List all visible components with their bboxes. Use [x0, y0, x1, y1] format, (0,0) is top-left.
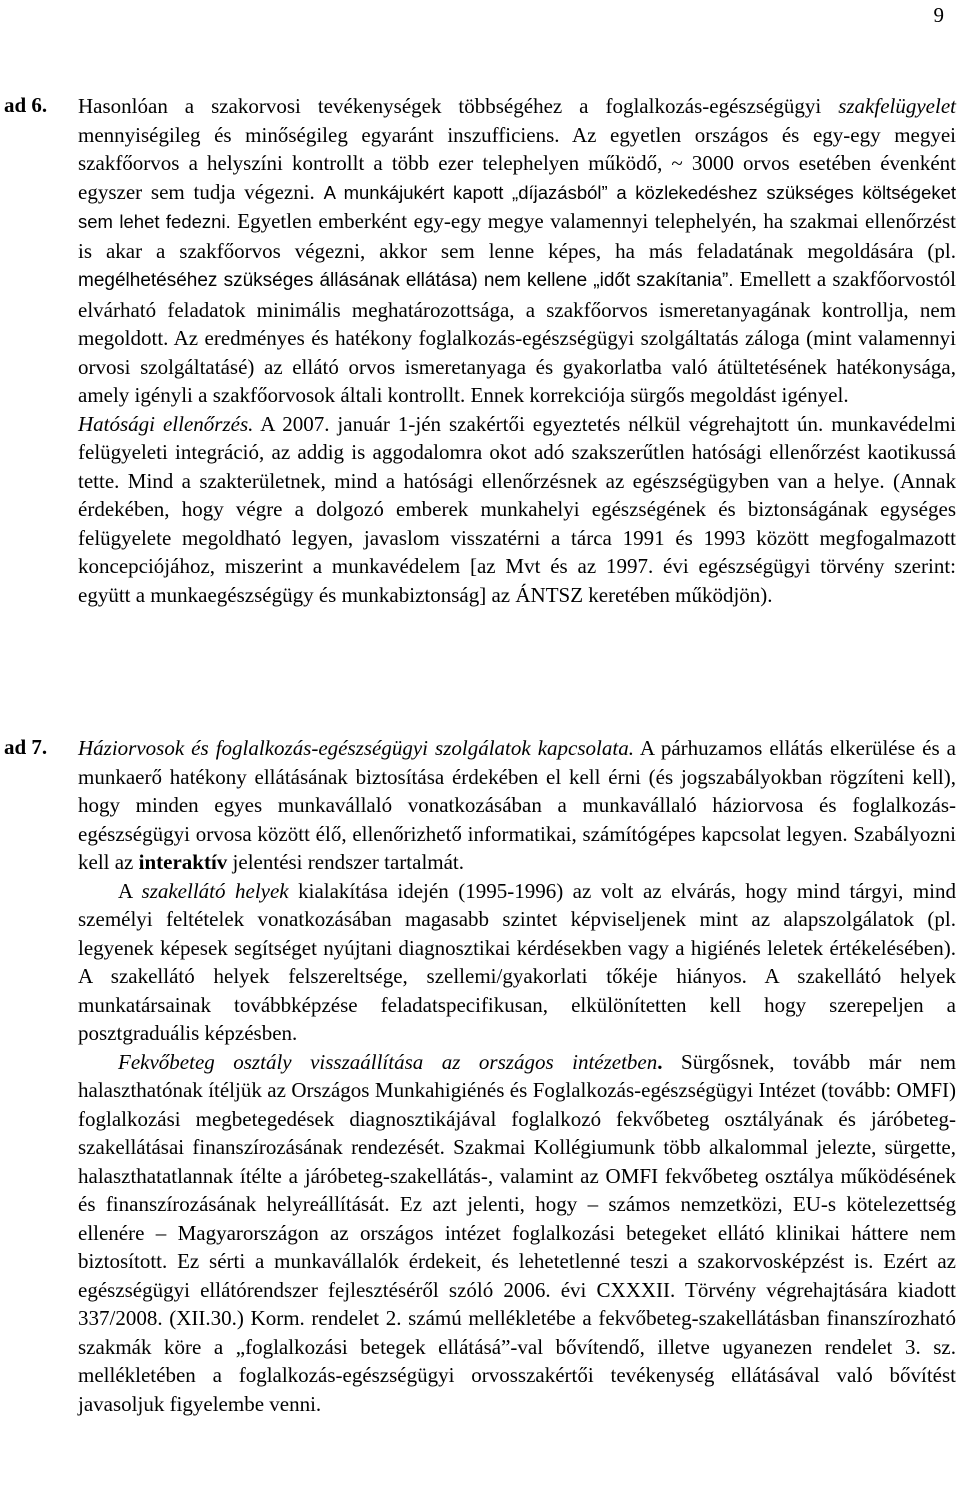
text-run: Emellett a szakfőorvostól elvárható feladatok minimális meghatározottsága, a szakfőorvos ismeretanyagának kontrollja, nem megoldott. Az eredményes és hatékony foglalkozás-egészségügyi szolgáltatás záloga (mint valamennyi orvosi szolgáltatásé) az ellátó orvos ismeretanyaga és gyakorlatba való átültetésének hatékonysága, amely igényli a szakfőorvosok általi kontrollt. Ennek korrekciója sürgős megoldást igényel. [78, 267, 956, 407]
section-label: ad 6. [4, 93, 48, 117]
text-run: A [118, 878, 142, 903]
paragraph-specialist-sites [78, 877, 956, 1048]
paragraph-gp-link [78, 734, 956, 877]
text-run: Egyetlen emberként egy-egy megye valamennyi telephelyén, ha szakmai ellenőrzést is akar a szakfőorvos végezni, akkor sem lenne képes, ha más feladatának megoldására (pl. [78, 209, 956, 263]
heading-period: . [657, 1049, 663, 1074]
text-run: A 2007. január 1-jén szakértői egyeztetés nélkül végrehajtott ún. munkavédelmi felügyeleti integráció, az addig is aggodalomra okot adó szakszerűtlen hatósági ellenőrzést kaotikussá tette. Mind a szakterületnek, mind a hatósági ellenőrzésnek az egészségügyben van a helye. (Annak érdekében, hogy végre a dolgozó emberek munkahelyi egészségének és biztonságának egységes felügyelete megoldható legyen, javaslom visszatérni a tárca 1991 és 1993 között megfogalmazott koncepciójához, miszerint a munkavédelem [az Mvt és az 1997. évi egészségügyi törvény szerint: együtt a munkaegészségügy és munkabiztonság] az ÁNTSZ keretében működjön). [78, 411, 956, 607]
text-run-sans: A munkájukért kapott „díjazásból” a közlekedéshez szükséges költségeket sem lehet fedezni. [78, 181, 956, 232]
text-run: A párhuzamos ellátás elkerülése és a munkaerő hatékony ellátásának biztosítása érdekében el kell érni (és jogszabályokban rögzíteni kell), hogy minden egyes munkavállaló vonatkozásában a munkavállaló háziorvosa és foglalkozás-egészségügyi orvosa között élő, ellenőrizhető informatikai, számítógépes kapcsolat legyen. Szabályozni kell az [78, 736, 956, 874]
text-run: Sürgősnek, tovább már nem halaszthatónak ítéljük az Országos Munkahigiénés és Foglalkozás-egészségügyi Intézet (tovább: OMFI) foglalkozási megbetegedések diagnosztikájával foglalkozó fekvőbeteg osztályának és járóbeteg-szakellátásai finanszírozásának rendezését. Szakmai Kollégiumunk több alkalommal jelezte, sürgette, halaszthatatlannak ítélte a járóbeteg-szakellátás-, valamint az OMFI fekvőbeteg osztálya működésének és finanszírozásának helyreállítását. Ez azt jelenti, hogy – számos nemzetközi, EU-s kötelezettség ellenére – Magyarországon az országos intézet foglalkozási betegeket ellátó klinikai háttere nem biztosított. Ez sérti a munkavállalók érdekeit, és lehetetlenné teszi a szakorvosképzést is. Ezért az egészségügyi ellátórendszer fejlesztéséről szóló 2006. évi CXXXII. Törvény végrehajtására kiadott 337/2008. (XII.30.) Korm. rendelet 2. számú mellékletébe a fekvőbeteg-szakellátásban finanszírozható szakmák köre a „foglalkozási betegek ellátásá”-val bővítendő, illetve ugyanezen rendelet 3. sz. mellékletében a foglalkozás-egészségügyi orvosszakértői tevékenység ellátásával való bővítést javasoljuk figyelembe venni. [78, 1049, 956, 1416]
section-body [78, 734, 956, 1418]
italic-heading: Fekvőbeteg osztály visszaállítása az országos intézetben [118, 1049, 658, 1074]
italic-term: szakfelügyelet [838, 94, 956, 118]
section-label: ad 7. [4, 735, 48, 759]
italic-heading: Háziorvosok és foglalkozás-egészségügyi szolgálatok kapcsolata. [78, 736, 634, 760]
text-run: mennyiségileg és minőségileg egyaránt inszufficiens. Az egyetlen országos és egy-egy megyei szakfőorvos a helyszíni kontrollt a több ezer telephelyen működő, ~ 3000 orvos esetében évenként egyszer sem tudja végezni. [78, 122, 956, 204]
italic-heading: Hatósági ellenőrzés. [78, 411, 254, 436]
text-run: Hasonlóan a szakorvosi tevékenységek többségéhez a foglalkozás-egészségügyi [78, 94, 839, 118]
text-run: kialakítása idején (1995-1996) az volt az elvárás, hogy mind tárgyi, mind személyi feltételek vonatkozásában magasabb szintet képviseljenek mint az alapszolgálatok (pl. legyenek képesek segítséget nyújtani diagnosztikai kérdésekben vagy a higiénés leletek értékelésében). A szakellátó helyek felszereltsége, szellemi/gyakorlati tőkéje hiányos. A szakellátó helyek munkatársainak továbbképzése feladatspecifikusan, elkülönítetten kell hogy szerepeljen a posztgraduális képzésben. [78, 878, 956, 1045]
italic-term: szakellátó helyek [141, 878, 289, 903]
text-run-sans: megélhetéséhez szükséges állásának ellátása) nem kellene „időt szakítania”. [78, 270, 734, 291]
text-run: jelentési rendszer tartalmát. [227, 850, 465, 874]
paragraph-inspection [78, 92, 956, 410]
paragraph-authority-inspection [78, 410, 956, 610]
section-body [78, 92, 956, 609]
bold-term: interaktív [138, 850, 228, 874]
paragraph-inpatient-ward [78, 1048, 956, 1419]
page-number: 9 [933, 3, 944, 27]
